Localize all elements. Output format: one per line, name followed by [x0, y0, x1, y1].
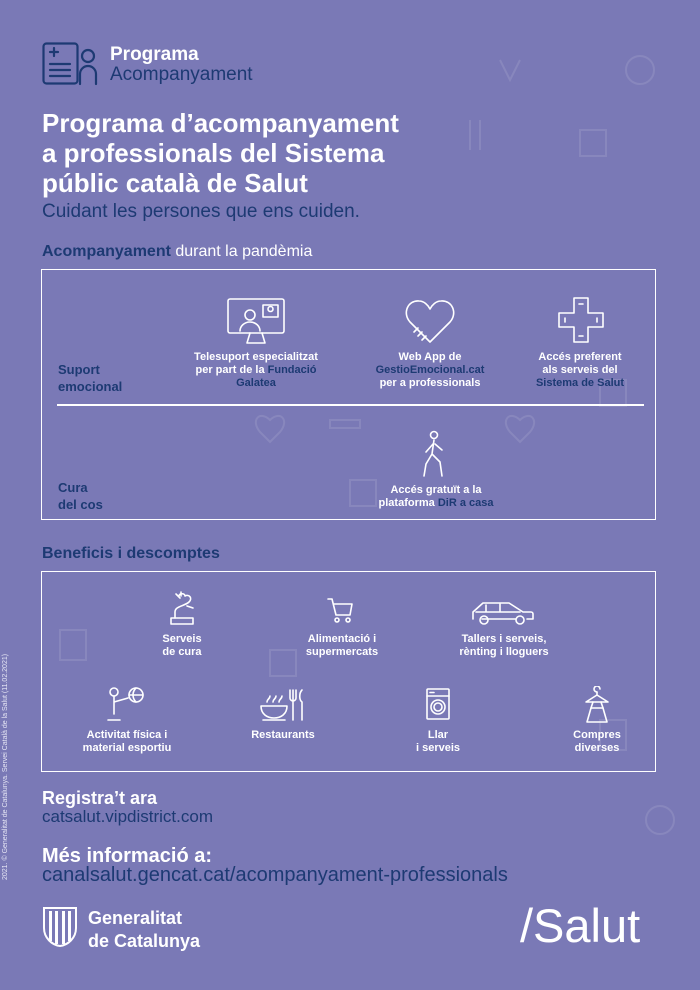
washing-machine-icon — [426, 688, 450, 720]
generalitat-line1: Generalitat — [88, 908, 183, 928]
more-info-link[interactable]: canalsalut.gencat.cat/acompanyament-professionals — [42, 864, 508, 886]
program-label: Acompanyament — [110, 64, 253, 85]
generalitat-logo-icon — [42, 906, 78, 948]
program-label-bold: Programa — [110, 44, 199, 65]
restaurant-icon — [259, 688, 307, 722]
program-logo-icon — [42, 42, 98, 86]
dress-hanger-icon — [584, 686, 610, 724]
walking-person-icon — [420, 430, 448, 478]
car-icon — [470, 597, 536, 627]
salut-logo: /Salut — [520, 899, 641, 952]
video-call-icon — [226, 297, 286, 345]
page-title: Programa d’acompanyament a professionals del Sistema públic català de Salut — [42, 108, 399, 198]
item-compres: Compres diverses — [573, 729, 621, 754]
register-heading: Registra’t ara — [42, 788, 158, 808]
more-info-heading: Més informació a: — [42, 845, 213, 867]
row-label-suport-emocional: Suport emocional — [58, 362, 123, 394]
item-tallers: Tallers i serveis, rènting i lloguers — [459, 633, 549, 658]
sports-ball-icon — [104, 686, 146, 722]
item-activitat-fisica: Activitat física i material esportiu — [82, 729, 172, 754]
health-cross-icon — [557, 296, 605, 344]
section-acompanyament-heading: Acompanyament durant la pandèmia — [42, 243, 313, 260]
page-subtitle: Cuidant les persones que ens cuiden. — [42, 201, 360, 222]
item-webapp: Web App de GestioEmocional.cat per a professionals — [375, 351, 485, 389]
item-telesuport: Telesuport especialitzat per part de la Fundació Galatea — [194, 351, 318, 389]
item-serveis-de-cura: Serveis de cura — [162, 633, 202, 658]
heart-icon — [404, 298, 456, 346]
section-beneficis-heading: Beneficis i descomptes — [42, 545, 220, 562]
register-link[interactable]: catsalut.vipdistrict.com — [42, 807, 213, 826]
row-label-cura-del-cos: Cura del cos — [58, 480, 103, 512]
item-llar: Llar i serveis — [415, 729, 461, 754]
item-dir-a-casa: Accés gratuït a la plataforma DiR a casa — [378, 484, 494, 509]
box-divider — [57, 404, 644, 406]
item-acces-preferent: Accés preferent als serveis del Sistema de Salut — [535, 351, 625, 389]
generalitat-line2: de Catalunya — [88, 931, 201, 951]
item-restaurants: Restaurants — [251, 729, 315, 741]
item-alimentacio: Alimentació i supermercats — [305, 633, 379, 658]
shopping-cart-icon — [326, 596, 354, 624]
copyright-side-text: 2021. © Generalitat de Catalunya. Servei Català de la Salut (11.02.2021) — [2, 653, 9, 880]
care-hand-icon — [167, 590, 197, 626]
